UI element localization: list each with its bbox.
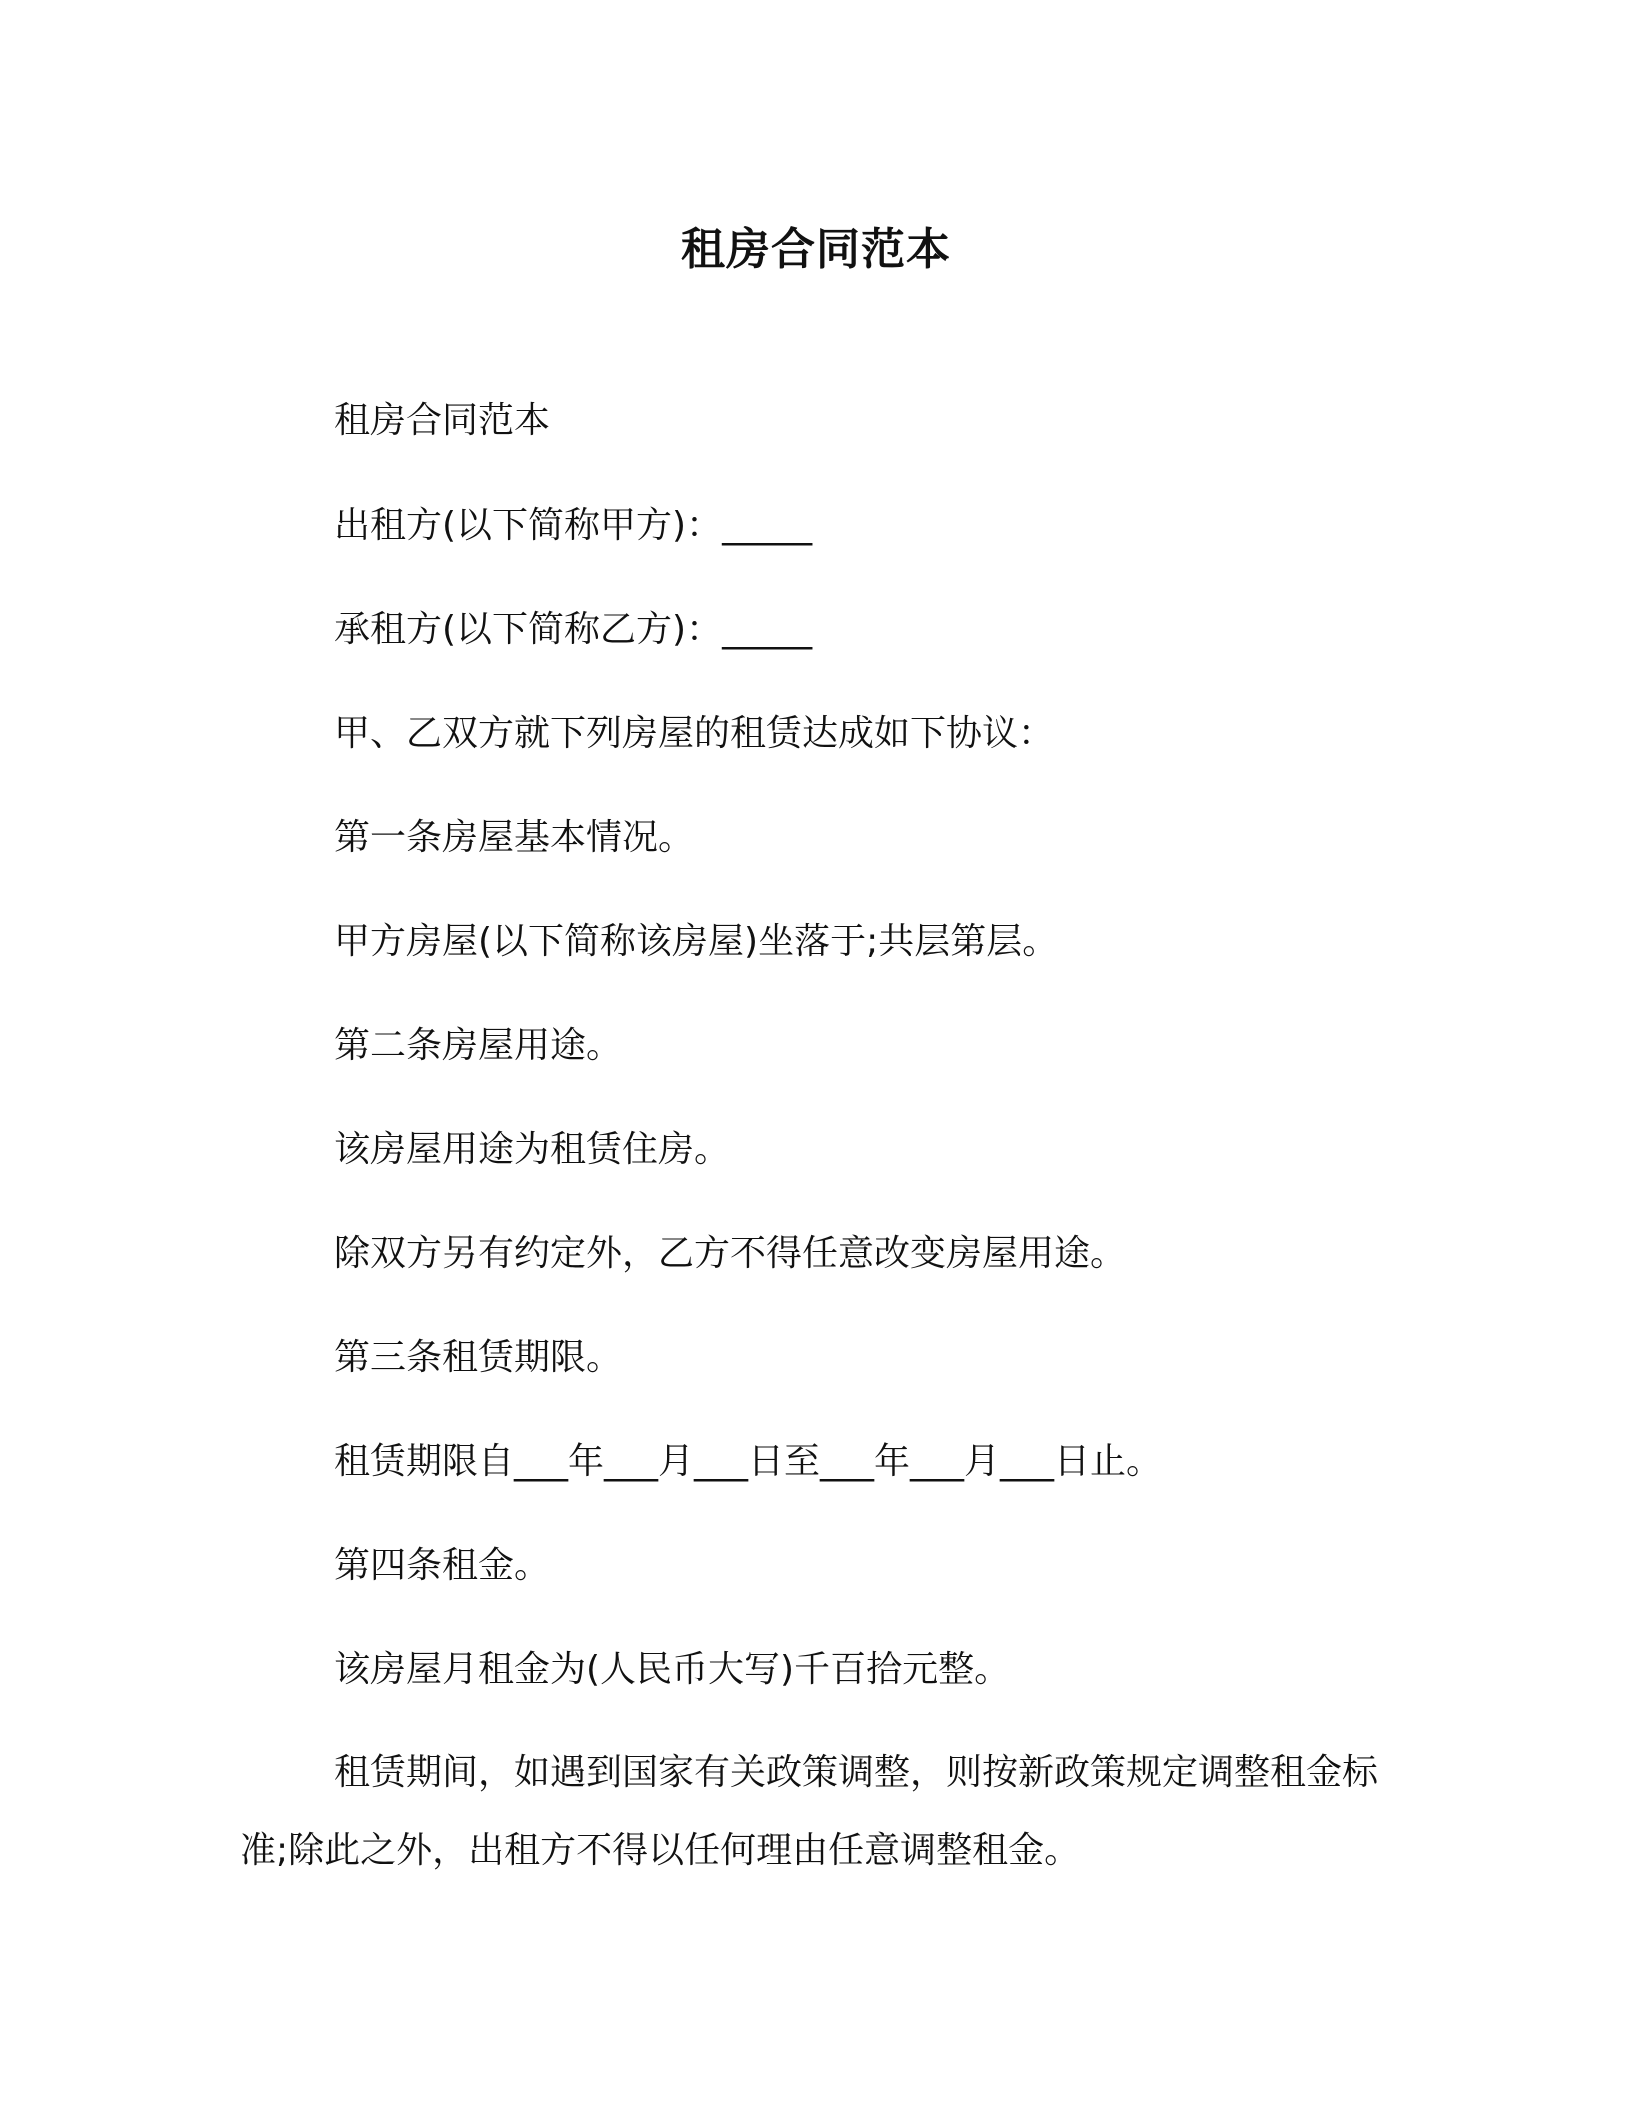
paragraph-article-4-body: 该房屋月租金为(人民币大写)千百拾元整。 (334, 1649, 1011, 1690)
paragraph-article-2-heading: 第二条房屋用途。 (334, 1025, 623, 1066)
paragraph-article-3-body: 租赁期限自___年___月___日至___年___月___日止。 (334, 1441, 1163, 1482)
paragraph-lessor: 出租方(以下简称甲方)：_____ (334, 505, 813, 546)
paragraph-subtitle: 租房合同范本 (334, 400, 551, 441)
document-title: 租房合同范本 (681, 224, 951, 275)
paragraph-article-1-body: 甲方房屋(以下简称该房屋)坐落于;共层第层。 (334, 921, 1059, 962)
paragraph-article-2-body: 该房屋用途为租赁住房。 (334, 1129, 731, 1170)
paragraph-article-3-heading: 第三条租赁期限。 (334, 1337, 623, 1378)
paragraph-lessee: 承租方(以下简称乙方)：_____ (334, 609, 813, 650)
paragraph-article-1-heading: 第一条房屋基本情况。 (334, 817, 695, 858)
paragraph-article-4-heading: 第四条租金。 (334, 1545, 551, 1586)
paragraph-article-4-adjustment: 租赁期间，如遇到国家有关政策调整，则按新政策规定调整租金标准;除此之外，出租方不得以任何理由任意调整租金。 (240, 1752, 1379, 1871)
paragraph-article-2-restriction: 除双方另有约定外，乙方不得任意改变房屋用途。 (334, 1233, 1127, 1274)
paragraph-agreement-intro: 甲、乙双方就下列房屋的租赁达成如下协议： (334, 713, 1055, 754)
